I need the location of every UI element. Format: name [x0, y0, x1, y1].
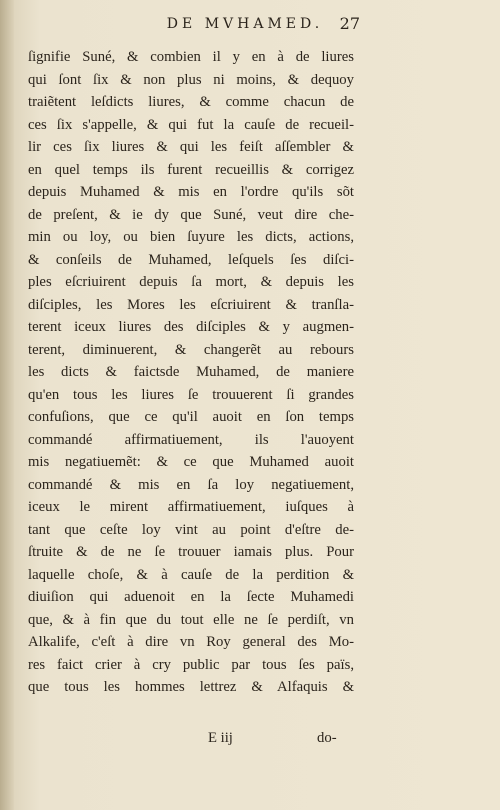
running-title: DE MVHAMED. — [166, 16, 324, 32]
text-line: que, & à fin que du tout elle ne ſe perdiſt, vn — [28, 611, 354, 628]
text-line: traiẽtent leſdicts liures, & comme chacun de — [28, 94, 354, 110]
text-line: depuis Muhamed & mis en l'ordre qu'ils sõt — [28, 184, 354, 200]
body-text — [28, 46, 354, 699]
text-line: ſignifie Suné, & combien il y en à de liures — [28, 49, 354, 65]
text-line: diuiſion qui aduenoit en la ſecte Muhamedi — [28, 589, 354, 605]
text-line: de preſent, & ie dy que Suné, veut dire che- — [28, 206, 354, 223]
text-line: en quel temps ils furent recueillis & corrigez — [28, 161, 354, 178]
text-line: que tous les hommes lettrez & Alfaquis & — [28, 679, 354, 695]
text-line: commandé & mis en ſa loy negatiuement, — [28, 476, 354, 493]
text-line: terent, diminuerent, & changerẽt au rebours — [28, 341, 354, 358]
text-line: confuſions, que ce qu'il auoit en ſon temps — [28, 409, 354, 425]
text-line: qui ſont ſix & non plus ni moins, & dequoy — [28, 71, 354, 88]
text-line: les dicts & faictsde Muhamed, de maniere — [28, 364, 354, 380]
text-line: min ou loy, ou bien ſuyure les dicts, actions, — [28, 229, 354, 245]
text-line: terent iceux liures des diſciples & y augmen- — [28, 319, 354, 335]
text-line: ces ſix s'appelle, & qui fut la cauſe de recueil- — [28, 116, 354, 133]
text-line: tant que ceſte loy vint au point d'eſtre de- — [28, 521, 354, 538]
text-line: qu'en tous les liures ſe trouuerent ſi grandes — [28, 386, 354, 403]
text-line: ples eſcriuirent depuis ſa mort, & depuis les — [28, 274, 354, 290]
text-line: laquelle choſe, & à cauſe de la perdition & — [28, 566, 354, 583]
text-line: res faict crier à cry public par tous ſes païs, — [28, 656, 354, 673]
catchword: do- — [317, 730, 337, 746]
text-line: & conſeils de Muhamed, leſquels ſes diſci- — [28, 251, 354, 268]
text-line: Alkalife, c'eſt à dire vn Roy general des Mo- — [28, 634, 354, 650]
text-line: diſciples, les Mores les eſcriuirent & tranſla- — [28, 296, 354, 313]
text-line: lir ces ſix liures & qui les feiſt aſſembler & — [28, 139, 354, 155]
text-line: mis negatiuemẽt: & ce que Muhamed auoit — [28, 454, 354, 470]
text-line: commandé affirmatiuement, ils l'auoyent — [28, 431, 354, 448]
page-number: 27 — [339, 14, 360, 33]
signature-mark: E iij — [208, 730, 233, 746]
page-gutter — [0, 0, 14, 810]
text-line: iceux le mirent affirmatiuement, iuſques à — [28, 499, 354, 515]
text-line: ſtruite & de ne ſe trouuer iamais plus. Pour — [28, 544, 354, 560]
